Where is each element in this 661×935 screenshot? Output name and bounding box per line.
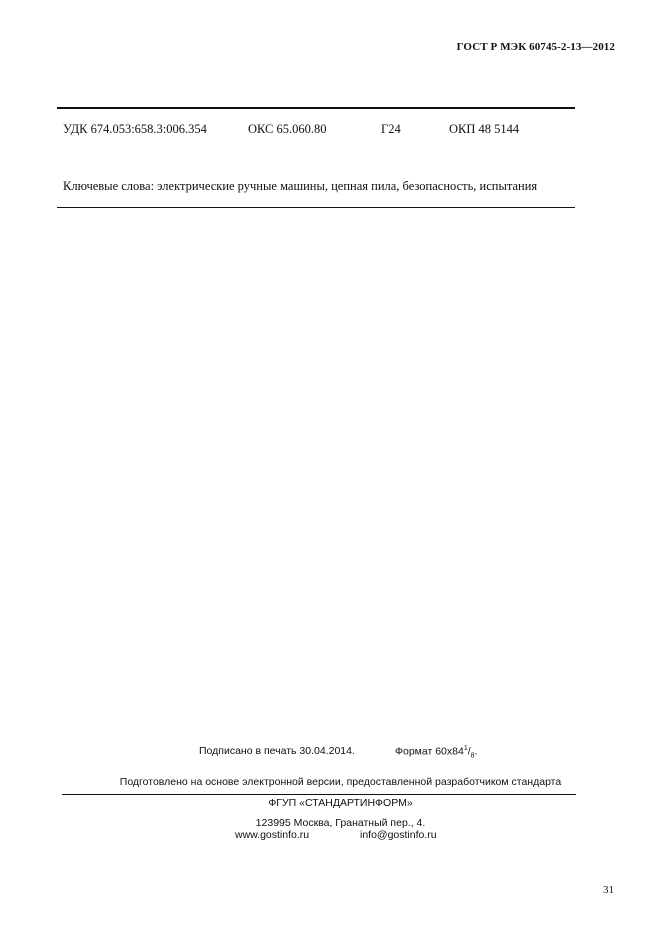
group-code: Г24 xyxy=(381,122,401,136)
format-numerator: 1 xyxy=(463,745,468,752)
email-link[interactable]: info@gostinfo.ru xyxy=(360,829,437,841)
top-rule xyxy=(57,107,575,109)
okp-code: ОКП 48 5144 xyxy=(449,122,520,136)
keywords-rule xyxy=(57,207,575,208)
format-denominator: 8 xyxy=(470,752,475,760)
publisher-rule xyxy=(62,794,576,795)
page-number: 31 xyxy=(603,884,614,896)
format-prefix: Формат 60x84 xyxy=(395,745,464,758)
keywords: Ключевые слова: электрические ручные машины, цепная пила, безопасность, испытания xyxy=(63,179,538,193)
publisher-address: 123995 Москва, Гранатный пер., 4. xyxy=(255,817,426,829)
publisher-name: ФГУП «СТАНДАРТИНФОРМ» xyxy=(268,797,413,809)
format-suffix: . xyxy=(474,745,478,758)
oks-code: ОКС 65.060.80 xyxy=(248,122,327,136)
website-link[interactable]: www.gostinfo.ru xyxy=(235,829,310,841)
paper-format: Формат $60x84^1/_8$. xyxy=(395,745,478,760)
udk-code: УДК 674.053:658.3:006.354 xyxy=(63,122,207,136)
signed-date: Подписано в печать 30.04.2014. xyxy=(199,745,355,757)
standard-code: ГОСТ Р МЭК 60745-2-13—2012 xyxy=(456,41,615,53)
prepared-note: Подготовлено на основе электронной версии, предоставленной разработчиком стандарта xyxy=(119,776,562,788)
classification-row xyxy=(63,122,563,138)
